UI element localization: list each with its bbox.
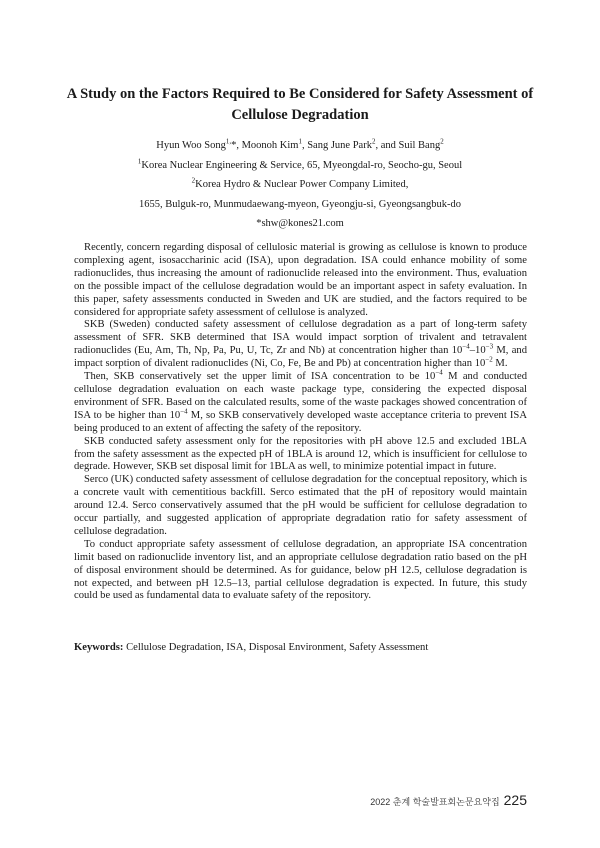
exponent: −4 xyxy=(180,407,188,416)
paper-title-line-2: Cellulose Degradation xyxy=(231,107,369,123)
exponent: −3 xyxy=(485,342,494,351)
keywords-label: Keywords: xyxy=(74,642,124,653)
paper-title-line-1: A Study on the Factors Required to Be Considered for Safety Assessment of xyxy=(66,86,534,102)
keywords-list: Cellulose Degradation, ISA, Disposal Environment, Safety Assessment xyxy=(123,642,429,653)
author-4: , and Suil Bang xyxy=(375,140,441,151)
page-number: 225 xyxy=(503,792,527,808)
paragraph-4: SKB conducted safety assessment only for the repositories with pH above 12.5 and excluded 1BLA from the safety assessment as the expected pH of 1BLA is around 12, which is insufficient for cellulose to degrade. However, SKB set disposal limit for 1BLA as well, to minimize potential impact in future. xyxy=(74,435,527,473)
paragraph-3 xyxy=(74,368,528,436)
exponent: −4 xyxy=(435,368,443,377)
affiliation-2-marker: 2 xyxy=(191,176,196,185)
paragraph-3-text-a: Then, SKB conservatively set the upper limit of ISA concentration to be 10 xyxy=(84,371,436,383)
paper-title xyxy=(60,84,540,126)
author-block xyxy=(60,136,540,234)
author-1: Hyun Woo Song xyxy=(156,140,226,151)
author-email: *shw@kones21.com xyxy=(256,218,344,229)
affiliation-1 xyxy=(60,156,540,176)
author-4-affiliation: 2 xyxy=(440,137,444,146)
affiliation-2 xyxy=(60,175,540,195)
affiliation-2-text: Korea Hydro & Nuclear Power Company Limited, xyxy=(195,179,409,190)
author-2-affiliation: 1 xyxy=(298,137,302,146)
corresponding-mark: * xyxy=(231,140,237,151)
affiliation-2-address: 1655, Bulguk-ro, Munmudaewang-myeon, Gyeongju-si, Gyeongsangbuk-do xyxy=(139,198,461,210)
exponent: −2 xyxy=(485,355,493,364)
paragraph-2-text-b: –10 xyxy=(469,345,486,357)
abstract-body xyxy=(74,242,527,603)
paragraph-2 xyxy=(74,319,527,371)
author-3-affiliation: 2 xyxy=(371,137,376,146)
keywords xyxy=(74,641,527,654)
paragraph-3-text-c: M, so SKB conservatively developed waste acceptance criteria to prevent ISA being produced to an extent of affecting the safety of the repository. xyxy=(74,409,527,434)
paragraph-2-text-c: M, and impact sorption of divalent radionuclides (Ni, Co, Fe, Be and Pb) at concentration higher than 10 xyxy=(74,345,527,370)
page-footer xyxy=(370,792,527,808)
paragraph-2-text-a: SKB (Sweden) conducted safety assessment of cellulose degradation as a part of long-term safety assessment of SFR. SKB determined that ISA would impact sorption of trivalent and tetravalent radionuclides (Eu, Am, Th, Np, Pa, Pu, U, Tc, Zr and Nb) at concentration higher than 10 xyxy=(74,319,527,357)
author-3: , Sang June Park xyxy=(301,140,372,151)
paragraph-6: To conduct appropriate safety assessment of cellulose degradation, an appropriate ISA concentration limit based on radionuclide inventory list, and an appropriate cellulose degradation ratio based on the pH of disposal environment should be determined. As for guidance, below pH 12.5, cellulose degradation is not expected, and between pH 12.5–13, partial cellulose degradation is expected. In future, this study could be used as fundamental data to evaluate safety of the repository. xyxy=(74,538,527,602)
paragraph-1: Recently, concern regarding disposal of cellulosic material is growing as cellulose is known to produce complexing agent, isosaccharinic acid (ISA), upon degradation. ISA could enhance mobility of some radionuclides, thus increasing the amount of radionuclide released into the environment. Thus, evaluation on the possible impact of the cellulose degradation would be an important aspect in safety evaluation. In this paper, safety assessments conducted in Sweden and UK are studied, and the factors required to be considered for appropriate safety assessment of cellulose is analyzed. xyxy=(74,242,527,318)
proceedings-title: 2022 춘계 학술발표회논문요약집 xyxy=(370,797,500,807)
paragraph-3-text-b: M and conducted cellulose degradation evaluation on each waste package type, considering the expected disposal environment of SFR. Based on the calculated results, some of the waste packages showed concentration of ISA to be higher than 10 xyxy=(74,371,528,421)
affiliation-1-text: Korea Nuclear Engineering & Service, 65, Myeongdal-ro, Seocho-gu, Seoul xyxy=(141,159,463,171)
affiliation-1-marker: 1 xyxy=(137,157,142,165)
author-list xyxy=(60,136,540,156)
author-1-affiliation: 1, xyxy=(225,137,232,146)
paragraph-2-text-d: M. xyxy=(492,358,508,370)
exponent: −4 xyxy=(462,342,470,351)
paragraph-5: Serco (UK) conducted safety assessment of cellulose degradation for the conceptual repository, which is a concrete vault with cementitious backfill. Serco estimated that the pH of repository would maintain around 12.4. Serco conservatively assumed that the pH would be sufficient for cellulose degradation to occur partially, and suggested application of appropriate degradation ratio for safety assessment of cellulose degradation. xyxy=(74,474,527,537)
author-2: , Moonoh Kim xyxy=(236,140,299,151)
